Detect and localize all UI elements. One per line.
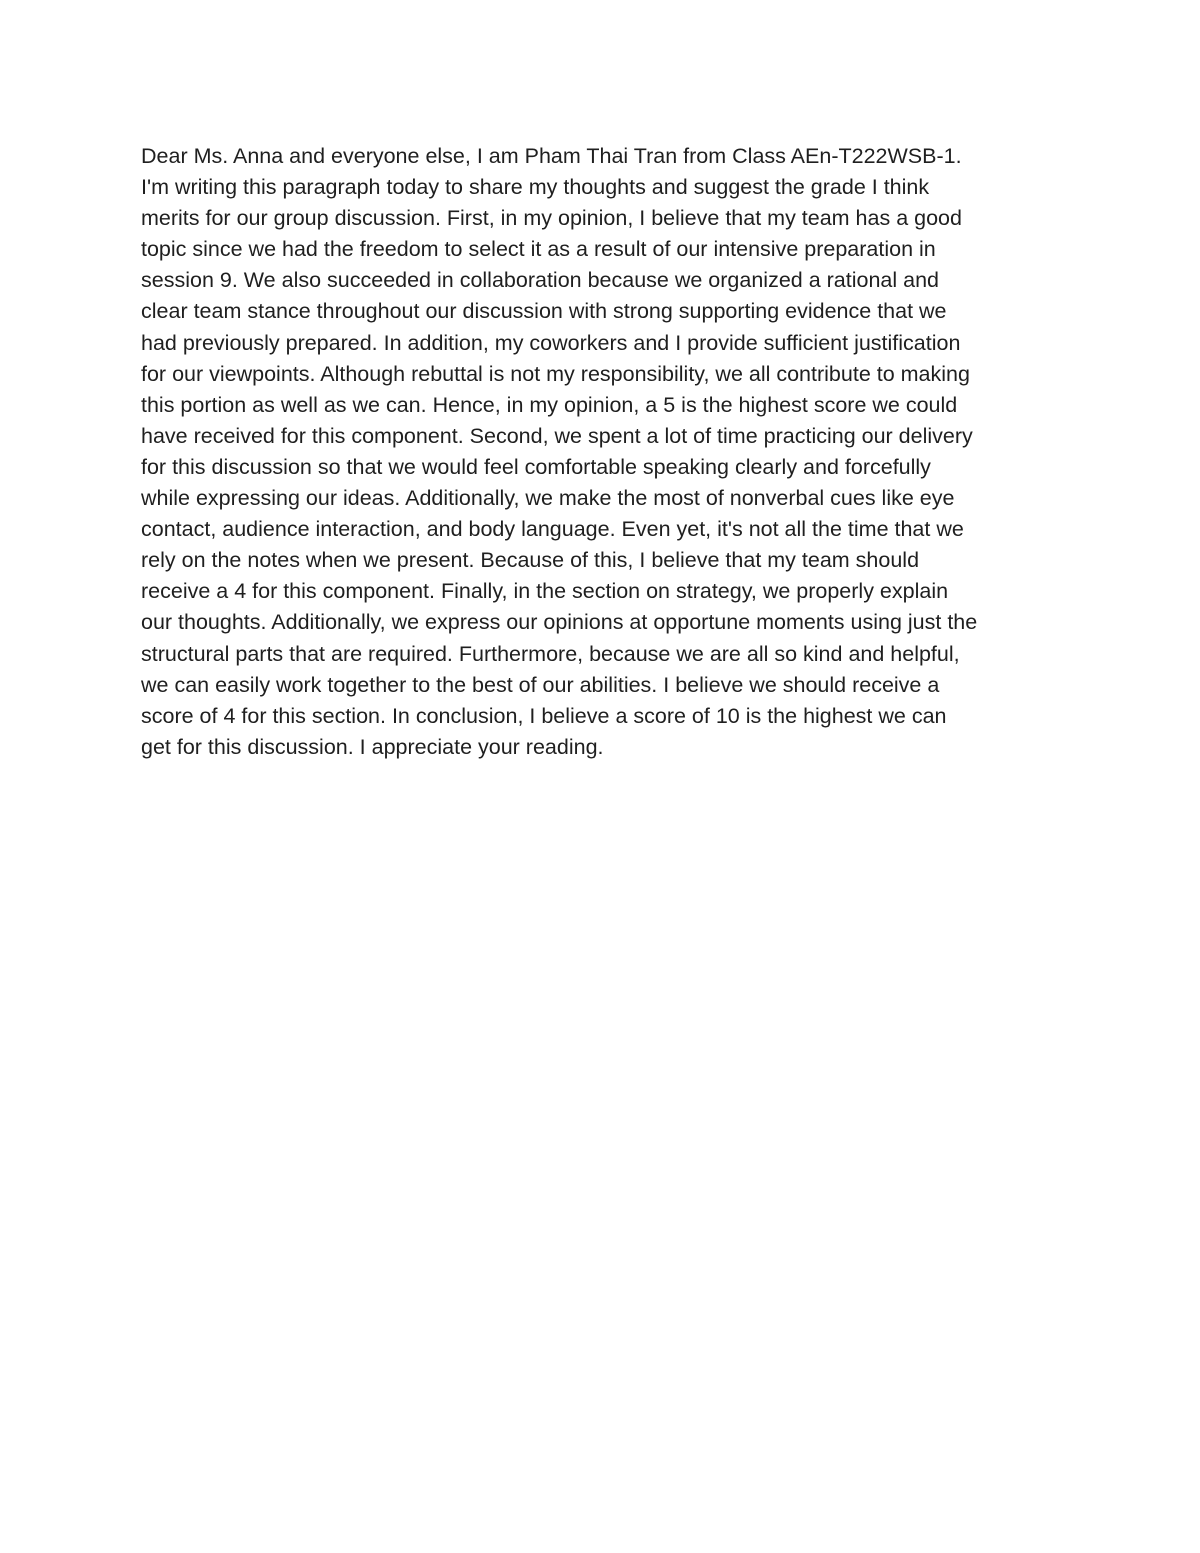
paragraph-line: session 9. We also succeeded in collaboration because we organized a rational and: [141, 268, 939, 293]
paragraph-line: receive a 4 for this component. Finally, in the section on strategy, we properly explain: [141, 579, 949, 604]
letter-paragraph: [141, 141, 1081, 763]
paragraph-line: contact, audience interaction, and body language. Even yet, it's not all the time that we: [141, 517, 964, 542]
paragraph-line: structural parts that are required. Furthermore, because we are all so kind and helpful,: [141, 641, 960, 666]
paragraph-line: we can easily work together to the best of our abilities. I believe we should receive a: [141, 672, 940, 697]
paragraph-line: for this discussion so that we would feel comfortable speaking clearly and forcefully: [141, 454, 931, 479]
paragraph-line: clear team stance throughout our discussion with strong supporting evidence that we: [141, 299, 947, 324]
paragraph-line: get for this discussion. I appreciate your reading.: [141, 734, 604, 759]
paragraph-line: had previously prepared. In addition, my coworkers and I provide sufficient justification: [141, 330, 961, 355]
paragraph-line: topic since we had the freedom to select it as a result of our intensive preparation in: [141, 237, 936, 262]
paragraph-line: for our viewpoints. Although rebuttal is not my responsibility, we all contribute to making: [141, 361, 970, 386]
paragraph-line: while expressing our ideas. Additionally, we make the most of nonverbal cues like eye: [141, 486, 955, 511]
paragraph-line: have received for this component. Second, we spent a lot of time practicing our delivery: [141, 423, 973, 448]
paragraph-line: this portion as well as we can. Hence, in my opinion, a 5 is the highest score we could: [141, 392, 958, 417]
paragraph-line: score of 4 for this section. In conclusion, I believe a score of 10 is the highest we can: [141, 703, 947, 728]
paragraph-line: our thoughts. Additionally, we express our opinions at opportune moments using just the: [141, 610, 978, 635]
paragraph-line: I'm writing this paragraph today to share my thoughts and suggest the grade I think: [141, 175, 930, 200]
paragraph-line: Dear Ms. Anna and everyone else, I am Pham Thai Tran from Class AEn-T222WSB-1.: [141, 144, 962, 168]
paragraph-line: merits for our group discussion. First, in my opinion, I believe that my team has a good: [141, 206, 962, 231]
paragraph-line: rely on the notes when we present. Because of this, I believe that my team should: [141, 548, 920, 573]
